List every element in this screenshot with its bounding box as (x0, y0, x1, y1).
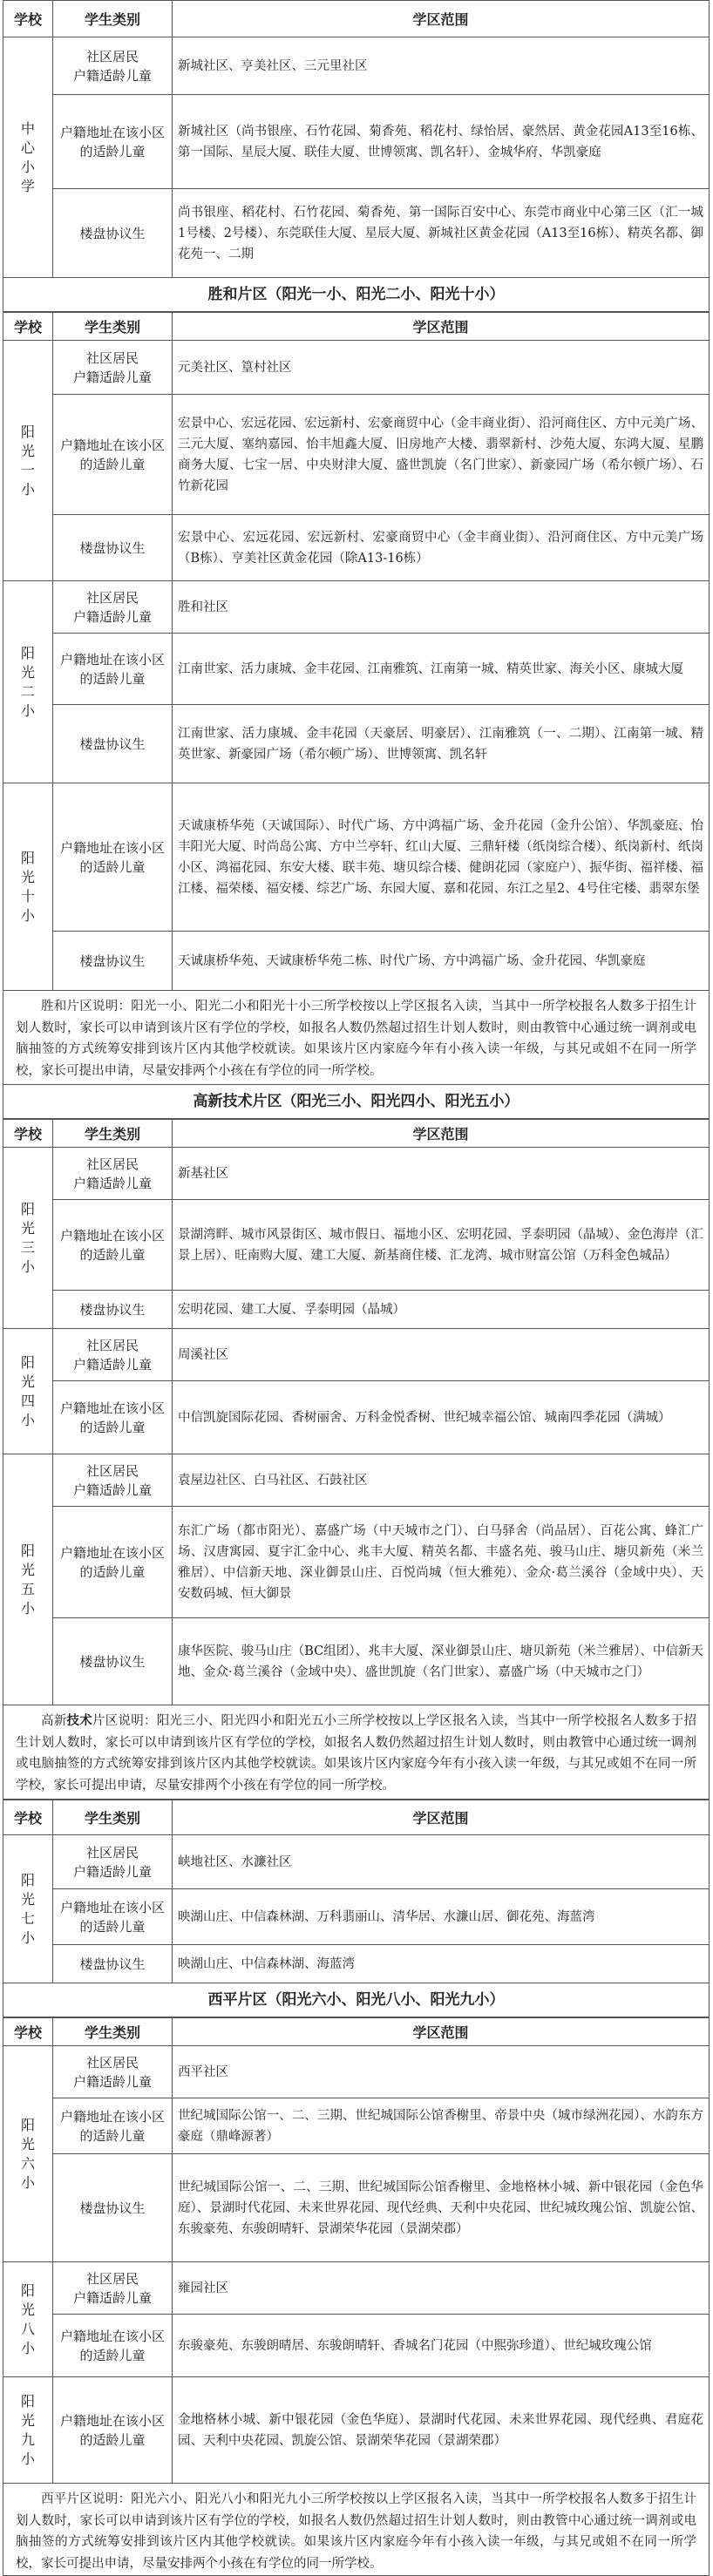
category-community: 社区居民 户籍适龄儿童 (53, 1148, 173, 1200)
table-row (3, 1945, 710, 1983)
header-range: 学区范围 (173, 1800, 710, 1835)
header-school: 学校 (3, 1, 53, 37)
range-cell: 中信凯旋国际花园、香树丽舍、万科金悦香树、世纪城幸福公馆、城南四季花园（满城） (173, 1381, 710, 1454)
category-hukou: 户籍地址在该小区的适龄儿童 (53, 2098, 173, 2154)
school-name-char: 六 (20, 2154, 35, 2172)
header-category: 学生类别 (53, 313, 173, 341)
zone-note: 西平片区说明：阳光六小、阳光八小和阳光九小三所学校按以上学区报名入读，当其中一所学校报名人数多于招生计划人数时，家长可以申请到该片区有学位的学校，如报名人数仍然超过招生计划人数时，则由教管中心通过统一调剂或电脑抽签的方式统筹安排到该片区内其他学校就读。如果该片区内家庭今年有小孩入读一年级，与其兄或姐不在同一所学校，家长可提出申请，尽量安排两个小孩在有学位的同一所学校。 (3, 2484, 710, 2576)
school-name (3, 783, 53, 991)
zone-title: 西平片区（阳光六小、阳光八小、阳光九小） (3, 1983, 710, 2017)
range-cell: 映湖山庄、中信森林湖、海蓝湾 (173, 1945, 710, 1983)
table-row (3, 1291, 710, 1329)
zone-title: 胜和片区（阳光一小、阳光二小、阳光十小） (3, 278, 710, 312)
table-row (3, 395, 710, 515)
school-name (3, 1148, 53, 1329)
header-school: 学校 (3, 313, 53, 341)
school-name (3, 2262, 53, 2377)
school-name-char: 心 (20, 139, 35, 156)
school-name-char: 光 (20, 2301, 35, 2318)
school-name-char: 光 (20, 2135, 35, 2152)
table-row (3, 1507, 710, 1618)
zone-note: 高新技术片区说明：阳光三小、阳光四小和阳光五小三所学校按以上学区报名入读，当其中一所学校报名人数多于招生计划人数时，家长可以申请到该片区有学位的学校，如报名人数仍然超过招生计划人数时，则由教管中心通过统一调剂或电脑抽签的方式统筹安排到该片区内其他学校就读。如果该片区内家庭今年有小孩入读一年级，与其兄或姐不在同一所学校，家长可提出申请，尽量安排两个小孩在有学位的同一所学校。 (3, 1705, 710, 1800)
category-hukou: 户籍地址在该小区的适龄儿童 (53, 783, 173, 932)
table-row (3, 634, 710, 705)
category-agreement: 楼盘协议生 (53, 1618, 173, 1705)
category-hukou: 户籍地址在该小区的适龄儿童 (53, 1381, 173, 1454)
header-category: 学生类别 (53, 1, 173, 37)
range-cell: 峡地社区、水濂社区 (173, 1835, 710, 1889)
range-cell: 金地格林小城、新中银花园（金色华庭）、景湖时代花园、未来世界花园、现代经典、君庭花园、天利中央花园、凯旋公馆、景湖荣华花园（景湖荣郡） (173, 2377, 710, 2484)
range-cell: 袁屋边社区、白马社区、石鼓社区 (173, 1454, 710, 1507)
school-name-char: 小 (20, 2173, 35, 2191)
category-hukou: 户籍地址在该小区的适龄儿童 (53, 1507, 173, 1618)
table-row (3, 581, 710, 634)
school-name-char: 学 (20, 177, 35, 194)
table-row (3, 1148, 710, 1200)
school-name (3, 1329, 53, 1454)
zone-note: 胜和片区说明：阳光一小、阳光二小和阳光十小三所学校按以上学区报名入读，当其中一所学校报名人数多于招生计划人数时，家长可以申请到该片区有学位的学校，如报名人数仍然超过招生计划人数时，则由教管中心通过统一调剂或电脑抽签的方式统筹安排到该片区内其他学校就读。如果该片区内家庭今年有小孩入读一年级，与其兄或姐不在同一所学校，家长可提出申请，尽量安排两个小孩在有学位的同一所学校。 (3, 991, 710, 1085)
range-cell: 胜和社区 (173, 581, 710, 634)
table-row (3, 341, 710, 395)
table-row (3, 1835, 710, 1889)
school-name-char: 小 (20, 2339, 35, 2356)
range-cell: 周溪社区 (173, 1329, 710, 1381)
table-row (3, 2377, 710, 2484)
category-community: 社区居民 户籍适龄儿童 (53, 2046, 173, 2098)
school-name (3, 2046, 53, 2262)
school-name (3, 1454, 53, 1705)
header-category: 学生类别 (53, 1800, 173, 1835)
category-community: 社区居民 户籍适龄儿童 (53, 581, 173, 634)
table-row (3, 705, 710, 783)
table-row (3, 1889, 710, 1945)
category-hukou: 户籍地址在该小区的适龄儿童 (53, 2377, 173, 2484)
range-cell: 康华医院、骏马山庄（BC组团）、兆丰大厦、深业御景山庄、塘贝新苑（米兰雅居）、中信新天地、金众·葛兰溪谷（金域中央）、盛世凯旋（名门世家）、嘉盛广场（中天城市之门） (173, 1618, 710, 1705)
school-name-char: 九 (20, 2430, 35, 2448)
zone-qixiao-table (3, 1800, 710, 1983)
school-name-char: 阳 (20, 423, 35, 440)
category-hukou: 户籍地址在该小区的适龄儿童 (53, 95, 173, 189)
category-agreement: 楼盘协议生 (53, 1945, 173, 1983)
range-cell: 宏景中心、宏远花园、宏远新村、宏豪商贸中心（金丰商业街）、沿河商住区、方中元美广场、三元大厦、塞纳嘉园、怡丰旭鑫大厦、旧房地产大楼、翡翠新村、沙苑大厦、东鸿大厦、星鹏商务大厦、七宝一居、中央财津大厦、盛世凯旋（名门世家）、新豪园广场（希尔顿广场）、石竹新花园 (173, 395, 710, 515)
table-row (3, 1381, 710, 1454)
range-cell: 尚书银座、稻花村、石竹花园、菊香苑、第一国际百安中心、东莞市商业中心第三区（汇一城1号楼、2号楼）、东莞联佳大厦、星辰大厦、新城社区黄金花园（A13至16栋）、精英名都、御花苑一、二期 (173, 189, 710, 278)
school-name-char: 小 (20, 1599, 35, 1617)
school-name-char: 光 (20, 1373, 35, 1390)
range-cell: 映湖山庄、中信森林湖、万科翡丽山、清华居、水濂山居、御花苑、海蓝湾 (173, 1889, 710, 1945)
table-row (3, 1200, 710, 1291)
range-cell: 新城社区、亨美社区、三元里社区 (173, 37, 710, 95)
school-name-char: 阳 (20, 2116, 35, 2133)
table-row (3, 1329, 710, 1381)
header-range: 学区范围 (173, 1120, 710, 1148)
school-name (3, 37, 53, 278)
school-name-char: 七 (20, 1909, 35, 1927)
range-cell: 世纪城国际公馆一、二、三期、世纪城国际公馆香榭里、帝景中央（城市绿洲花园）、水韵东方豪庭（鼎峰源著） (173, 2098, 710, 2154)
range-cell: 新城社区（尚书银座、石竹花园、菊香苑、稻花村、绿怡居、豪然居、黄金花园A13至16栋、第一国际、星辰大厦、联佳大厦、世博领寓、凯名轩）、金城华府、华凯豪庭 (173, 95, 710, 189)
table-row (3, 2262, 710, 2315)
category-community: 社区居民 户籍适龄儿童 (53, 1454, 173, 1507)
zone-center-table (3, 0, 710, 278)
category-community: 社区居民 户籍适龄儿童 (53, 1835, 173, 1889)
school-name-char: 光 (20, 442, 35, 459)
category-agreement: 楼盘协议生 (53, 705, 173, 783)
school-name-char: 小 (20, 906, 35, 924)
category-hukou: 户籍地址在该小区的适龄儿童 (53, 1889, 173, 1945)
category-agreement: 楼盘协议生 (53, 1291, 173, 1329)
school-name-char: 小 (20, 2450, 35, 2467)
school-name-char: 光 (20, 1890, 35, 1908)
school-name-char: 阳 (20, 1871, 35, 1888)
school-name-char: 五 (20, 1580, 35, 1597)
school-name-char: 阳 (20, 2392, 35, 2410)
school-name-char: 八 (20, 2320, 35, 2337)
school-name-char: 阳 (20, 849, 35, 866)
range-cell: 天诚康桥华苑、天诚康桥华苑二栋、时代广场、方中鸿福广场、金升花园、华凯豪庭 (173, 932, 710, 991)
school-name-char: 阳 (20, 1200, 35, 1217)
category-community: 社区居民 户籍适龄儿童 (53, 341, 173, 395)
header-row (3, 1120, 710, 1148)
table-row (3, 2315, 710, 2377)
school-name-char: 三 (20, 1238, 35, 1256)
zone-xiping-table (3, 2017, 710, 2484)
school-name (3, 341, 53, 581)
header-row (3, 1800, 710, 1835)
school-name (3, 581, 53, 783)
range-cell: 东汇广场（都市阳光）、嘉盛广场（中天城市之门）、白马驿舍（尚品居）、百花公寓、蜂汇广场、汉唐寓园、夏宇汇金中心、兆丰大厦、精英名都、丰盛名苑、骏马山庄、塘贝新苑（米兰雅居）、中信新天地、深业御景山庄、百悦尚城（恒大雅苑）、金众·葛兰溪谷（金域中央）、天安数码城、恒大御景 (173, 1507, 710, 1618)
school-name-char: 二 (20, 682, 35, 700)
school-name-char: 阳 (20, 1353, 35, 1371)
category-hukou: 户籍地址在该小区的适龄儿童 (53, 395, 173, 515)
category-hukou: 户籍地址在该小区的适龄儿童 (53, 2315, 173, 2377)
school-name (3, 1835, 53, 1983)
table-row (3, 2046, 710, 2098)
school-name-char: 光 (20, 663, 35, 681)
header-range: 学区范围 (173, 2018, 710, 2046)
range-cell: 西平社区 (173, 2046, 710, 2098)
header-range: 学区范围 (173, 1, 710, 37)
school-name (3, 2377, 53, 2484)
zone-hitech-table (3, 1119, 710, 1705)
school-name-char: 一 (20, 461, 35, 478)
range-cell: 江南世家、活力康城、金丰花园、江南雅筑、江南第一城、精英世家、海关小区、康城大厦 (173, 634, 710, 705)
school-name-char: 阳 (20, 1542, 35, 1559)
school-name-char: 光 (20, 1561, 35, 1578)
table-row (3, 2098, 710, 2154)
school-name-char: 小 (20, 158, 35, 175)
school-name-char: 小 (20, 480, 35, 498)
table-row (3, 1618, 710, 1705)
range-cell: 天诚康桥华苑（天诚国际）、时代广场、方中鸿福广场、金升花园（金升公馆）、华凯豪庭、怡丰阳光大厦、时尚岛公寓、方中兰亭轩、红山大厦、三鼎轩楼（纸岗综合楼）、纸岗新村、纸岗小区、鸿福花园、东安大楼、联丰苑、塘贝综合楼、健朗花园（家庭户）、振华街、福祥楼、福江楼、福荣楼、福安楼、综艺广场、东园大厦、嘉和花园、东江之星2、4号住宅楼、翡翠东堡 (173, 783, 710, 932)
category-agreement: 楼盘协议生 (53, 932, 173, 991)
range-cell: 江南世家、活力康城、金丰花园（天豪居、明豪居）、江南雅筑（一、二期）、江南第一城、精英世家、新豪园广场（希尔顿广场）、世博领寓、凯名轩 (173, 705, 710, 783)
range-cell: 新基社区 (173, 1148, 710, 1200)
school-name-char: 小 (20, 1411, 35, 1428)
header-school: 学校 (3, 1120, 53, 1148)
table-row (3, 37, 710, 95)
zone-title: 高新技术片区（阳光三小、阳光四小、阳光五小） (3, 1085, 710, 1119)
range-cell: 东骏豪苑、东骏朗晴居、东骏朗晴轩、香城名门花园（中熙弥珍道）、世纪城玫瑰公馆 (173, 2315, 710, 2377)
school-name-char: 四 (20, 1392, 35, 1409)
table-row (3, 1454, 710, 1507)
school-district-document (3, 0, 710, 2576)
school-name-char: 中 (20, 119, 35, 137)
header-row (3, 1, 710, 37)
zone-shenghe-table (3, 312, 710, 991)
school-name-char: 小 (20, 702, 35, 719)
header-row (3, 2018, 710, 2046)
table-row (3, 783, 710, 932)
school-name-char: 阳 (20, 644, 35, 661)
category-agreement: 楼盘协议生 (53, 2154, 173, 2262)
school-name-char: 光 (20, 868, 35, 885)
category-agreement: 楼盘协议生 (53, 189, 173, 278)
header-category: 学生类别 (53, 2018, 173, 2046)
category-community: 社区居民 户籍适龄儿童 (53, 2262, 173, 2315)
header-school: 学校 (3, 1800, 53, 1835)
range-cell: 元美社区、篁村社区 (173, 341, 710, 395)
category-community: 社区居民 户籍适龄儿童 (53, 37, 173, 95)
school-name-char: 小 (20, 1257, 35, 1275)
header-range: 学区范围 (173, 313, 710, 341)
table-row (3, 515, 710, 581)
range-cell: 宏景中心、宏远花园、宏远新村、宏豪商贸中心（金丰商业街）、沿河商住区、方中元美广场（B栋）、亨美社区黄金花园（除A13-16栋） (173, 515, 710, 581)
table-row (3, 2154, 710, 2262)
header-row (3, 313, 710, 341)
range-cell: 世纪城国际公馆一、二、三期、世纪城国际公馆香榭里、金地格林小城、新中银花园（金色华庭）、景湖时代花园、未来世界花园、现代经典、天利中央花园、世纪城玫瑰公馆、凯旋公馆、东骏豪苑、东骏朗晴轩、景湖荣华花园（景湖荣郡） (173, 2154, 710, 2262)
category-hukou: 户籍地址在该小区的适龄儿童 (53, 634, 173, 705)
school-name-char: 十 (20, 887, 35, 905)
school-name-char: 阳 (20, 2281, 35, 2299)
school-name-char: 光 (20, 1219, 35, 1237)
range-cell: 景湖湾畔、城市风景街区、城市假日、福地小区、宏明花园、孚泰明园（晶城）、金色海岸（汇景上居）、旺南购大厦、建工大厦、新基商住楼、汇龙湾、城市财富公馆（万科金色城品） (173, 1200, 710, 1291)
header-category: 学生类别 (53, 1120, 173, 1148)
range-cell: 雍园社区 (173, 2262, 710, 2315)
category-hukou: 户籍地址在该小区的适龄儿童 (53, 1200, 173, 1291)
school-name-char: 小 (20, 1929, 35, 1946)
header-school: 学校 (3, 2018, 53, 2046)
category-agreement: 楼盘协议生 (53, 515, 173, 581)
table-row (3, 95, 710, 189)
range-cell: 宏明花园、建工大厦、孚泰明园（晶城） (173, 1291, 710, 1329)
table-row (3, 189, 710, 278)
table-row (3, 932, 710, 991)
category-community: 社区居民 户籍适龄儿童 (53, 1329, 173, 1381)
school-name-char: 光 (20, 2411, 35, 2429)
